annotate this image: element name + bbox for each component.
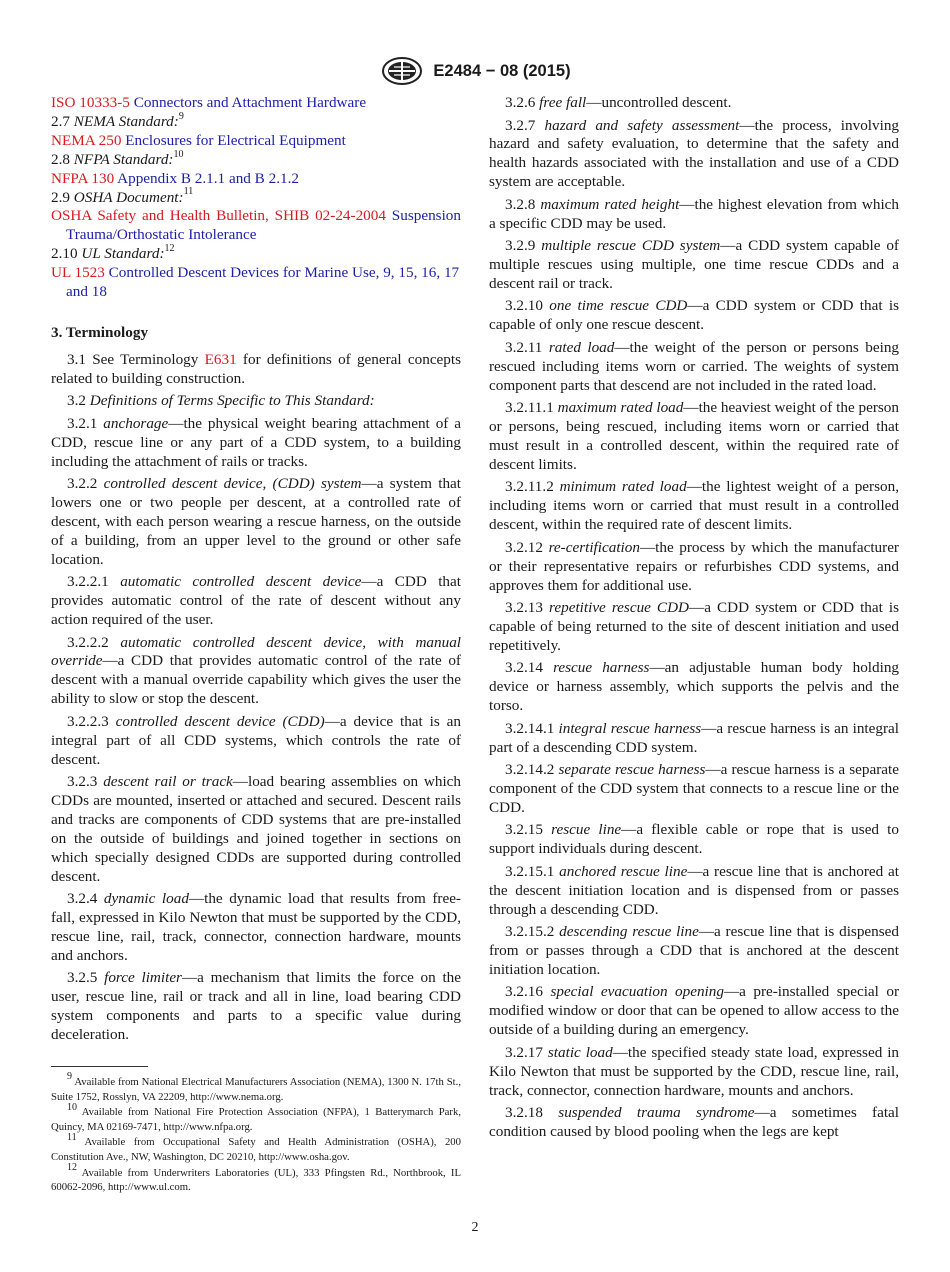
section-heading: 3. Terminology bbox=[51, 323, 149, 341]
definition-3-2-2-2: 3.2.2.2 automatic controlled descent device, with manual override—a CDD that provides automatic control of the rate of descent with a manual override capability which gives the user the ability to slow or stop the descent. bbox=[51, 633, 462, 708]
footnote-11: $^{11}$ Available from Occupational Safety and Health Administration (OSHA), 200 Constitution Ave., NW, Washington, DC 20210, http://www.osha.gov. bbox=[51, 1131, 461, 1163]
definition-3-2-15: 3.2.15 rescue line—a flexible cable or rope that is used to support individuals during descent. bbox=[489, 821, 899, 858]
para-3-2: 3.2 Definitions of Terms Specific to This Standard: bbox=[67, 392, 375, 410]
footnote-divider bbox=[51, 1066, 148, 1067]
definition-3-2-16: 3.2.16 special evacuation opening—a pre-installed special or modified window or door that can be opened to allow access to the outside of a building during an emergency. bbox=[489, 983, 899, 1039]
definition-3-2-5: 3.2.5 force limiter—a mechanism that limits the force on the user, rescue line, rail or track and all in line, load bearing CDD system components and parts to a specific value during deceleration. bbox=[51, 969, 462, 1044]
ref-ul bbox=[51, 264, 461, 302]
definition-3-2-7: 3.2.7 hazard and safety assessment—the process, involving hazard and safety evaluation, to determine that the safety and health hazards associated with the installation and use of a CDD system are acceptable. bbox=[489, 116, 900, 191]
osha-heading: 2.9 OSHA Document:$^{11}$ bbox=[51, 186, 194, 206]
definition-3-2-9: 3.2.9 multiple rescue CDD system—a CDD system capable of multiple rescues using multiple, one time rescue CDDs and a descent rail or track. bbox=[489, 237, 899, 292]
ref-nfpa-code[interactable]: NFPA 130 bbox=[51, 169, 115, 187]
definition-3-2-10: 3.2.10 one time rescue CDD—a CDD system or CDD that is capable of only one rescue descent. bbox=[489, 297, 900, 334]
definition-3-2-11-2: 3.2.11.2 minimum rated load—the lightest weight of a person, including items worn or carried that must result in a controlled descent, within the required rate of descent limits. bbox=[489, 478, 899, 534]
definition-3-2-6: 3.2.6 free fall—uncontrolled descent. bbox=[505, 94, 732, 111]
footnote-12: $^{12}$ Available from Underwriters Laboratories (UL), 333 Pfingsten Rd., Northbrook, IL 60062-2096, http://www.ul.com. bbox=[51, 1162, 461, 1194]
definition-3-2-17: 3.2.17 static load—the specified steady state load, expressed in Kilo Newton that must be supported by the CDD, rescue line, rail, track, connector, connection hardware, mounts and anchors. bbox=[489, 1043, 900, 1099]
definitions-left bbox=[51, 415, 461, 1045]
footnote-mark: 10 bbox=[173, 148, 184, 160]
definition-3-2-14-2: 3.2.14.2 separate rescue harness—a rescue harness is a separate component of the CDD system that connects to a rescue line or the CDD. bbox=[489, 761, 899, 816]
footnote-mark: 9 bbox=[178, 110, 184, 122]
ref-nema-code[interactable]: NEMA 250 bbox=[51, 131, 122, 149]
right-column bbox=[489, 94, 899, 1145]
para-3-1: 3.1 See Terminology E631 for definitions of general concepts related to building construction. bbox=[51, 350, 462, 387]
ref-iso-code[interactable]: ISO 10333-5 bbox=[51, 94, 130, 111]
ref-osha bbox=[51, 207, 461, 245]
definition-3-2-3: 3.2.3 descent rail or track—load bearing assemblies on which CDDs are mounted, inserted or attached and secured. Descent rails and tracks are components of CDD systems that are pre-installed on the outside of buildings and joined together in sections on which specially designed CDDs are supported during controlled descent. bbox=[51, 773, 461, 885]
definition-3-2-12: 3.2.12 re-certification—the process by which the manufacturer or their representative repairs or refurbishes CDD systems, and approves them for additional use. bbox=[489, 538, 899, 594]
definition-3-2-15-2: 3.2.15.2 descending rescue line—a rescue line that is dispensed from or passes through a CDD that is anchored at the descent initiation location. bbox=[489, 923, 900, 978]
definition-3-2-18: 3.2.18 suspended trauma syndrome—a sometimes fatal condition caused by blood pooling when the legs are kept bbox=[489, 1104, 900, 1140]
ref-iso bbox=[51, 94, 461, 113]
ref-e631-link[interactable]: E631 bbox=[204, 350, 237, 368]
definition-3-2-14-1: 3.2.14.1 integral rescue harness—a rescue harness is an integral part of a descending CDD system. bbox=[489, 719, 899, 756]
definition-3-2-2-3: 3.2.2.3 controlled descent device (CDD)—a device that is an integral part of all CDD systems, which controls the rate of descent. bbox=[51, 712, 461, 768]
definition-3-2-2-1: 3.2.2.1 automatic controlled descent device—a CDD that provides automatic control of the rate of descent without any action required of the user. bbox=[51, 573, 461, 629]
footnote-9: $^9$ Available from National Electrical Manufacturers Association (NEMA), 1300 N. 17th St., Suite 1752, Rosslyn, VA 22209, http://www.nema.org. bbox=[51, 1071, 461, 1103]
definition-3-2-2: 3.2.2 controlled descent device, (CDD) system—a system that lowers one or two people per descent, at a controlled rate of descent, with each person wearing a rescue harness, on the outside of a building, from an upper level to the ground or other safe location. bbox=[51, 475, 461, 568]
definition-3-2-11-1: 3.2.11.1 maximum rated load—the heaviest weight of the person or persons, being rescued, including items worn or carried that must result in a controlled descent, within the required rate of descent limits. bbox=[489, 399, 899, 473]
definition-3-2-1: 3.2.1 anchorage—the physical weight bearing attachment of a CDD, rescue line or any part of a CDD system, to a building including the attachment of rails or tracks. bbox=[51, 414, 462, 470]
footnote-10: $^{10}$ Available from National Fire Protection Association (NFPA), 1 Batterymarch Park, Quincy, MA 02169-7471, http://www.nfpa.org. bbox=[51, 1101, 461, 1133]
ref-osha-title[interactable]: Suspension Trauma/Orthostatic Intolerance bbox=[66, 207, 461, 244]
ref-ul-title[interactable]: Controlled Descent Devices for Marine Use, 9, 15, 16, 17 and 18 bbox=[66, 264, 460, 301]
nema-heading: 2.7 NEMA Standard:$^9$ bbox=[51, 110, 184, 130]
footnote-mark: 11 bbox=[183, 186, 194, 198]
footnote-mark: 12 bbox=[164, 243, 175, 255]
definition-3-2-8: 3.2.8 maximum rated height—the highest elevation from which a specific CDD may be used. bbox=[489, 195, 899, 232]
ref-ul-code[interactable]: UL 1523 bbox=[51, 264, 105, 282]
definition-3-2-11: 3.2.11 rated load—the weight of the person or persons being rescued including items worn or carried. The weights of system component parts that descend are not included in the rated load. bbox=[489, 338, 900, 394]
left-column bbox=[51, 94, 461, 1049]
definition-3-2-15-1: 3.2.15.1 anchored rescue line—a rescue line that is anchored at the descent initiation location and is dispensed from or passes through a descending CDD. bbox=[489, 862, 899, 918]
ref-nfpa-title[interactable]: Appendix B 2.1.1 and B 2.1.2 bbox=[117, 169, 299, 187]
page-number: 2 bbox=[471, 1220, 479, 1235]
ref-iso-title[interactable]: Connectors and Attachment Hardware bbox=[133, 94, 367, 111]
page-header bbox=[0, 56, 950, 86]
ref-nfpa bbox=[51, 170, 461, 189]
definition-3-2-4: 3.2.4 dynamic load—the dynamic load that results from free-fall, expressed in Kilo Newton that must be supported by the CDD, rescue line, rail, track, connector, connection hardware, mounts and anchors. bbox=[51, 890, 461, 964]
definition-3-2-13: 3.2.13 repetitive rescue CDD—a CDD system or CDD that is capable of being returned to the site of descent initiation and used repetitively. bbox=[489, 599, 900, 654]
astm-logo-icon bbox=[379, 56, 425, 86]
document-id: E2484 − 08 (2015) bbox=[433, 61, 571, 80]
nfpa-heading: 2.8 NFPA Standard:$^{10}$ bbox=[51, 148, 184, 168]
ref-osha-code[interactable]: OSHA Safety and Health Bulletin, SHIB 02-24-2004 bbox=[51, 207, 386, 225]
definition-3-2-14: 3.2.14 rescue harness—an adjustable human body holding device or harness assembly, which supports the pelvis and the torso. bbox=[489, 659, 900, 715]
footnotes bbox=[51, 1071, 461, 1196]
ref-nema bbox=[51, 132, 461, 151]
definitions-right bbox=[489, 94, 899, 1142]
ref-nema-title[interactable]: Enclosures for Electrical Equipment bbox=[125, 131, 346, 149]
ul-heading: 2.10 UL Standard:$^{12}$ bbox=[51, 243, 175, 263]
